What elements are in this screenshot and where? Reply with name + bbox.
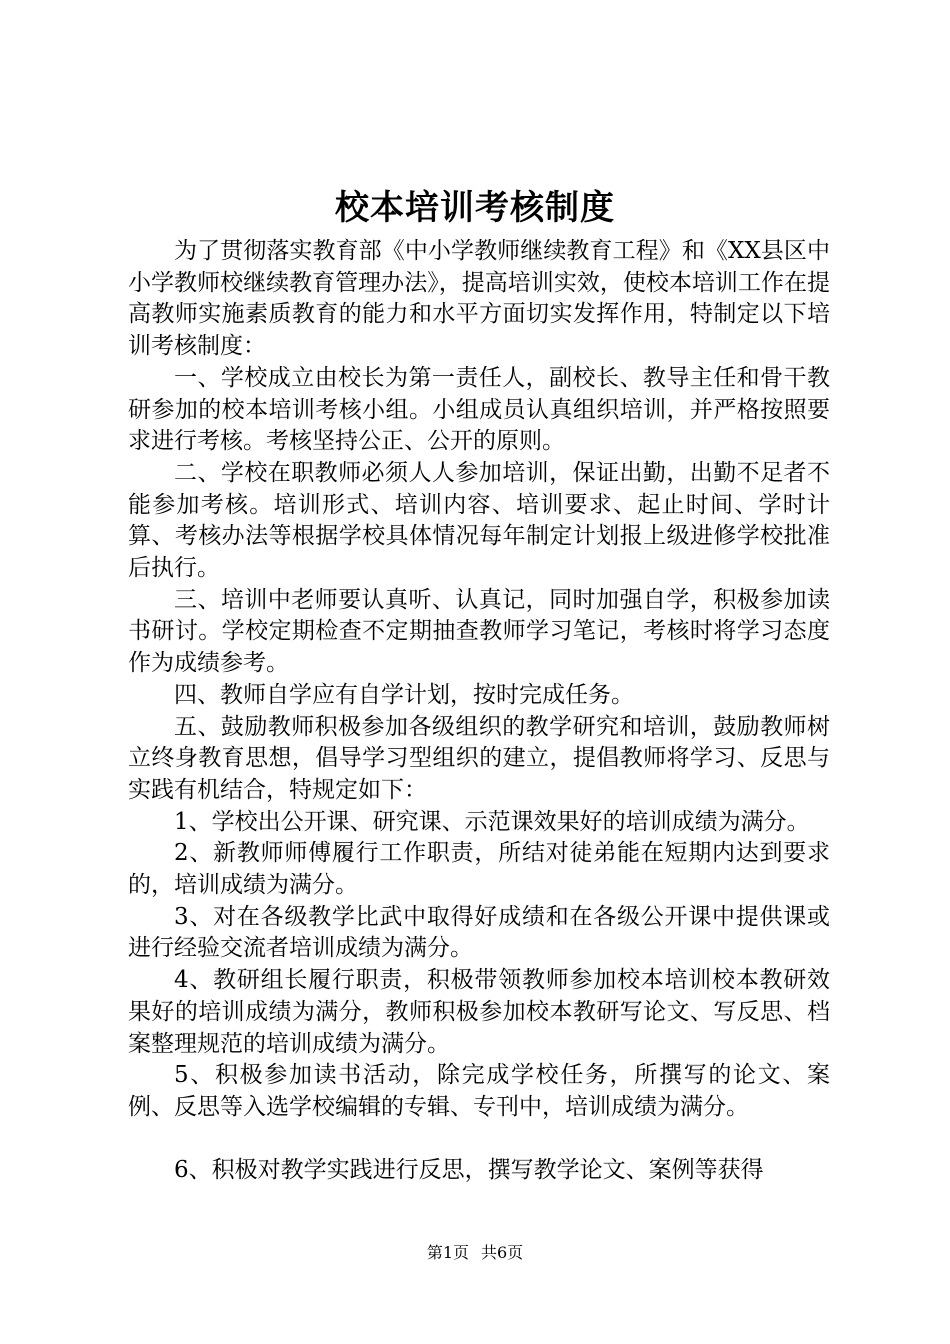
intro-paragraph: 为了贯彻落实教育部《中小学教师继续教育工程》和《XX县区中小学教师校继续教育管理办法》，提高培训实效，使校本培训工作在提高教师实施素质教育的能力和水平方面切实发挥作用，特制定以下培训考核制度： [128, 238, 830, 360]
item-1-paragraph: 1、学校出公开课、研究课、示范课效果好的培训成绩为满分。 [174, 808, 810, 835]
item-6-paragraph: 6、积极对教学实践进行反思，撰写教学论文、案例等获得 [174, 1157, 764, 1184]
item-2-paragraph: 2、新教师师傅履行工作职责，所结对徒弟能在短期内达到要求的，培训成绩为满分。 [128, 840, 830, 899]
item-4-paragraph: 4、教研组长履行职责，积极带领教师参加校本培训校本教研效果好的培训成绩为满分，教师积极参加校本教研写论文、写反思、档案整理规范的培训成绩为满分。 [128, 967, 830, 1057]
item-3-paragraph: 3、对在各级教学比武中取得好成绩和在各级公开课中提供课或进行经验交流者培训成绩为满分。 [128, 903, 830, 962]
page-footer [0, 1241, 950, 1265]
clause-3-paragraph: 三、培训中老师要认真听、认真记，同时加强自学，积极参加读书研讨。学校定期检查不定期抽查教师学习笔记，考核时将学习态度作为成绩参考。 [128, 586, 830, 677]
page-total: 共6页 [481, 1243, 524, 1262]
document-body [128, 236, 830, 1187]
clause-1-paragraph: 一、学校成立由校长为第一责任人，副校长、教导主任和骨干教研参加的校本培训考核小组。小组成员认真组织培训，并严格按照要求进行考核。考核坚持公正、公开的原则。 [128, 364, 830, 455]
clause-4-paragraph: 四、教师自学应有自学计划，按时完成任务。 [174, 681, 634, 708]
page-number: 第1页 [426, 1243, 469, 1262]
clause-2-paragraph: 二、学校在职教师必须人人参加培训，保证出勤，出勤不足者不能参加考核。培训形式、培训内容、培训要求、起止时间、学时计算、考核办法等根据学校具体情况每年制定计划报上级进修学校批准后执行。 [128, 459, 830, 582]
item-5-paragraph: 5、积极参加读书活动，除完成学校任务，所撰写的论文、案例、反思等入选学校编辑的专辑、专刊中，培训成绩为满分。 [128, 1062, 830, 1120]
document-title: 校本培训考核制度 [335, 188, 615, 228]
clause-5-paragraph: 五、鼓励教师积极参加各级组织的教学研究和培训，鼓励教师树立终身教育思想，倡导学习型组织的建立，提倡教师将学习、反思与实践有机结合，特规定如下： [128, 713, 830, 803]
